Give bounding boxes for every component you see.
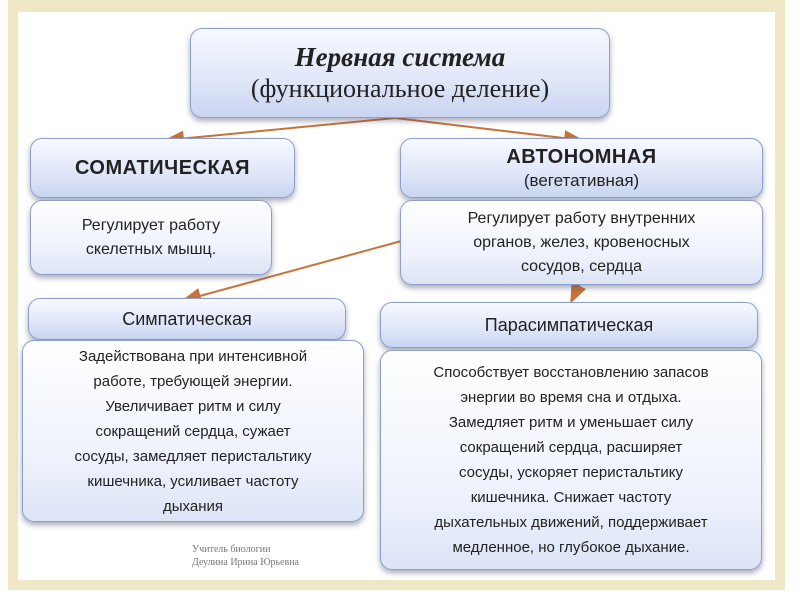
somatic-description: Регулирует работу скелетных мышц. xyxy=(81,216,221,258)
parasympathetic-description-box xyxy=(380,350,762,570)
diagram-subtitle: (функциональное деление) xyxy=(250,74,550,103)
sympathetic-description: Задействована при интенсивной работе, требующей энергии. Увеличивает ритм и силу сокращений сердца, сужает сосуды, замедляет перистальтику кишечника, усиливает частоту дыхания xyxy=(74,347,312,515)
autonomic-box xyxy=(400,138,763,198)
autonomic-description: Регулирует работу внутренних органов, желез, кровеносных сосудов, сердца xyxy=(467,209,696,275)
sympathetic-box xyxy=(28,298,346,340)
arrow-to-parasympathetic xyxy=(572,283,580,300)
sympathetic-description-box xyxy=(22,340,364,522)
autonomic-sublabel: (вегетативная) xyxy=(523,170,640,190)
title-box xyxy=(190,28,610,118)
parasympathetic-description: Способствует восстановлению запасов энергии во время сна и отдыха. Замедляет ритм и уменьшает силу сокращений сердца, расширяет сосуды, ускоряет перистальтику кишечника. Снижает частоту дыхательных движений, поддерживает медленное, но глубокое дыхание. xyxy=(433,364,709,556)
somatic-box xyxy=(30,138,295,198)
autonomic-description-box xyxy=(400,200,763,285)
autonomic-label: АВТОНОМНАЯ xyxy=(506,145,657,168)
somatic-label: СОМАТИЧЕСКАЯ xyxy=(74,156,251,179)
parasympathetic-label: Парасимпатическая xyxy=(484,314,654,335)
arrow-to-somatic xyxy=(168,118,395,140)
somatic-description-box xyxy=(30,200,272,275)
arrow-to-autonomic xyxy=(395,118,580,140)
parasympathetic-box xyxy=(380,302,758,348)
sympathetic-label: Симпатическая xyxy=(122,308,252,329)
author-credit: Учитель биологии Деулина Ирина Юрьевна xyxy=(192,544,299,568)
diagram-title: Нервная система xyxy=(294,42,506,72)
